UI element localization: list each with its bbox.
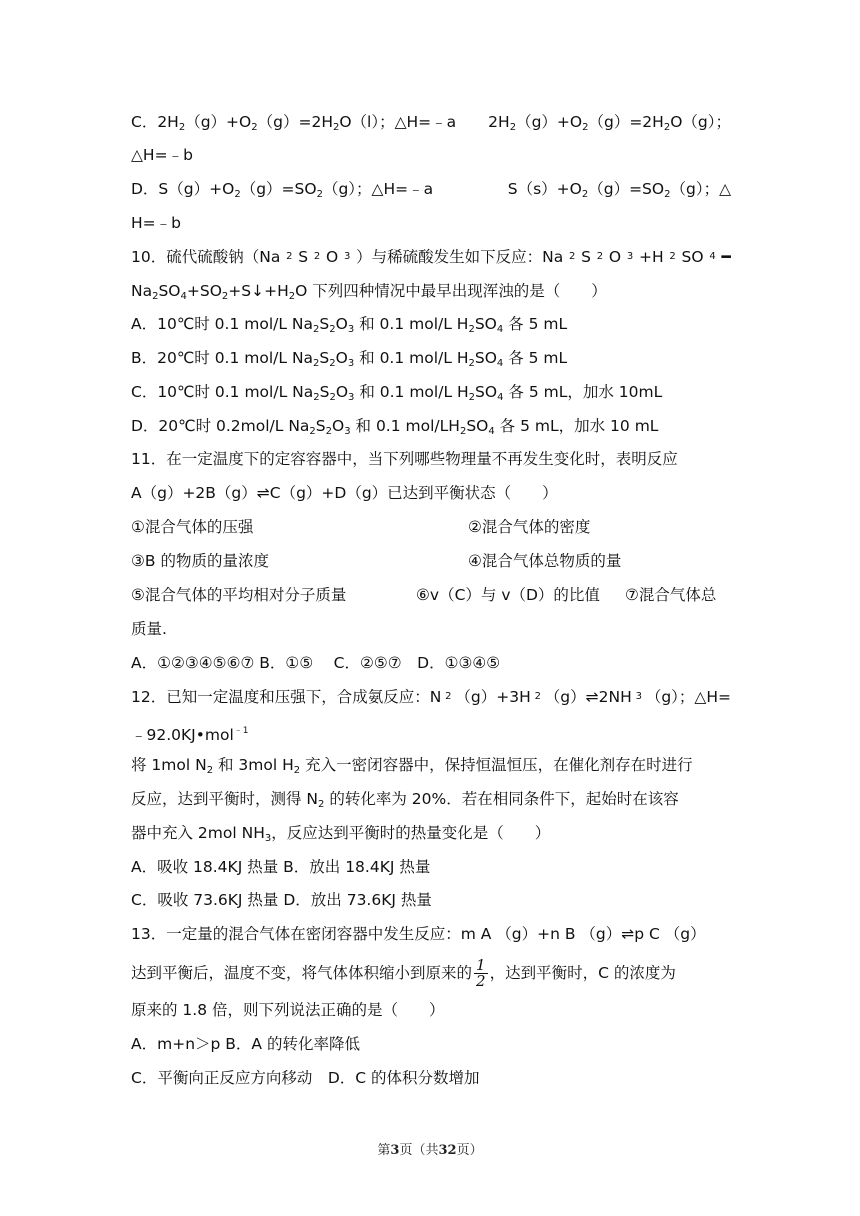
- question-11-items-row1: ①混合气体的压强 ②混合气体的密度: [131, 518, 591, 536]
- question-13-options-ab: A．m+n＞p B．A 的转化率降低: [131, 1035, 360, 1053]
- question-12-stem: 12．已知一定温度和压强下，合成氨反应：N 2 （g）+3H 2 （g）⇌2NH 3 （g）；△H=: [131, 688, 731, 706]
- option-c-line-9: [131, 111, 731, 139]
- total-pages: 32: [438, 1143, 457, 1158]
- question-12-options-cd: C．吸收 73.6KJ 热量 D．放出 73.6KJ 热量: [131, 891, 432, 909]
- question-10-option-c: C．10℃时 0.1 mol/L $Na_2S_2O_3$ 和 0.1 mol/L $H_2SO_4$ 各 5 mL，加水 10mL: [131, 383, 663, 403]
- question-11-items-cont: 质量.: [131, 620, 167, 638]
- question-10-option-a: A．10℃时 0.1 mol/L $Na_2S_2O_3$ 和 0.1 mol/L $H_2SO_4$ 各 5 mL: [131, 315, 568, 335]
- question-13-options-cd: C．平衡向正反应方向移动 D．C 的体积分数增加: [131, 1069, 480, 1087]
- question-11-items-row3: ⑤混合气体的平均相对分子质量 ⑥v（C）与 v（D）的比值 ⑦混合气体总: [131, 586, 717, 604]
- option-c-first-equation: C．$2H_2(g)+O_2(g)=2H_2O(l)$；△H=﹣a: [131, 113, 457, 133]
- option-d-line-9: [131, 178, 731, 206]
- question-13-stem-end: 原来的 1.8 倍，则下列说法正确的是（ ）: [131, 1001, 445, 1019]
- question-11-stem-cont: A（g）+2B（g）⇌C（g）+D（g）已达到平衡状态（ ）: [131, 484, 558, 502]
- question-12-options-ab: A．吸收 18.4KJ 热量 B．放出 18.4KJ 热量: [131, 858, 431, 876]
- question-10-option-b: B．20℃时 0.1 mol/L $Na_2S_2O_3$ 和 0.1 mol/L $H_2SO_4$ 各 5 mL: [131, 349, 568, 369]
- question-12-body-3: 器中充入 2mol $NH_3$，反应达到平衡时的热量变化是（ ）: [131, 824, 551, 844]
- question-11-answers: A．①②③④⑤⑥⑦ B．①⑤ C．②⑤⑦ D．①③④⑤: [131, 654, 501, 672]
- option-c-second-equation: $2H_2(g)+O_2(g)=2H_2O(g)$；: [488, 113, 731, 133]
- question-11-stem: 11．在一定温度下的定容容器中，当下列哪些物理量不再发生变化时，表明反应: [131, 450, 678, 468]
- question-13-stem: 13．一定量的混合气体在密闭容器中发生反应：m A （g）+n B （g）⇌p C （g）: [131, 925, 706, 943]
- question-12-body-2: 反应，达到平衡时，测得 $N_2$ 的转化率为 20%．若在相同条件下，起始时在该容: [131, 790, 679, 810]
- question-10-stem-cont: $Na_2SO_4+SO_2+S↓+H_2O$ 下列四种情况中最早出现浑浊的是（ ）: [131, 282, 607, 302]
- option-d-first-equation: D．$S(g)+O_2(g)=SO_2(g)$；△H=﹣a: [131, 180, 434, 200]
- fraction-one-half: $\frac{1}{2}$: [476, 956, 486, 990]
- question-10-option-d: D．20℃时 0.2mol/L $Na_2S_2O_3$ 和 0.1 mol/$LH_2SO_4$ 各 5 mL，加水 10 mL: [131, 417, 659, 437]
- current-page-number: 3: [390, 1143, 400, 1158]
- question-10-stem: 10．硫代硫酸钠（Na 2 S 2 O 3 ）与稀硫酸发生如下反应：Na 2 S 2 O 3 +H 2 SO 4 ━: [131, 248, 731, 266]
- question-12-body-1: 将 1mol $N_2$ 和 3mol $H_2$ 充入一密闭容器中，保持恒温恒压，在催化剂存在时进行: [131, 756, 693, 776]
- page-footer: 第3页（共32页）: [377, 1143, 483, 1158]
- option-d-second-equation: $S(s)+O_2(g)=SO_2(g)$；△: [507, 180, 731, 200]
- option-c-continuation: △H=﹣b: [131, 146, 193, 164]
- question-11-items-row2: ③B 的物质的量浓度 ④混合气体总物质的量: [131, 552, 622, 570]
- question-12-stem-cont: ﹣92.0KJ•mol$^{﹣1}$: [131, 726, 249, 744]
- question-13-stem-cont: 达到平衡后，温度不变，将气体体积缩小到原来的 $\frac{1}{2}$ ，达到平衡时，C 的浓度为: [131, 956, 676, 990]
- option-d-continuation: H=﹣b: [131, 214, 181, 232]
